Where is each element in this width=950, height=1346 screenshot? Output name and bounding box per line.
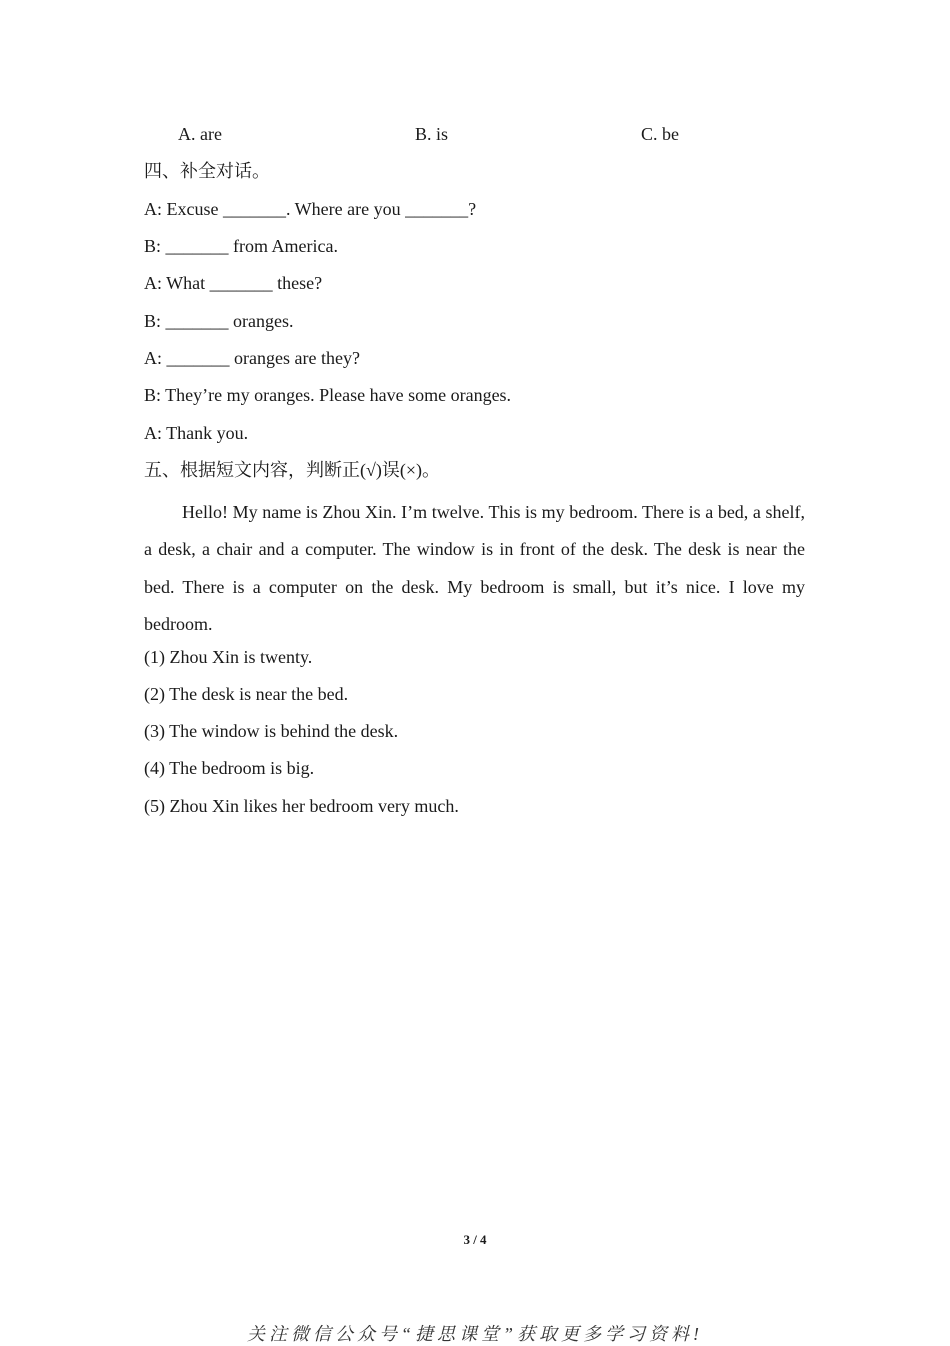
dialogue-line: B: They’re my oranges. Please have some oranges.: [144, 385, 512, 405]
judgement-item: (2) The desk is near the bed.: [144, 684, 349, 704]
dialogue-line: B: _______ from America.: [144, 236, 338, 256]
reading-passage: Hello! My name is Zhou Xin. I’m twelve. This is my bedroom. There is a bed, a shelf, a desk, a chair and a computer. The window is in front of the desk. The desk is near the bed. There is a computer on the desk. My bedroom is small, but it’s nice. I love my bedroom.: [144, 502, 805, 634]
option-c: C. be: [641, 124, 679, 144]
page-number: 3 / 4: [463, 1232, 487, 1247]
dialogue-line: B: _______ oranges.: [144, 311, 294, 331]
dialogue-line: A: Excuse _______. Where are you _______?: [144, 199, 477, 219]
dialogue-line: A: _______ oranges are they?: [144, 348, 360, 368]
dialogue-line: A: Thank you.: [144, 423, 249, 443]
section-5-heading: 五、根据短文内容，判断正(√)误(×)。: [144, 460, 441, 480]
option-a: A. are: [178, 124, 222, 144]
judgement-item: (4) The bedroom is big.: [144, 758, 315, 778]
judgement-item: (3) The window is behind the desk.: [144, 721, 399, 741]
section-4-heading: 四、补全对话。: [144, 161, 270, 181]
judgement-item: (5) Zhou Xin likes her bedroom very much.: [144, 796, 459, 816]
judgement-item: (1) Zhou Xin is twenty.: [144, 647, 313, 667]
footer-promo-note: 关注微信公众号“捷思课堂”获取更多学习资料!: [246, 1324, 703, 1344]
dialogue-line: A: What _______ these?: [144, 273, 323, 293]
option-b: B. is: [415, 124, 449, 144]
